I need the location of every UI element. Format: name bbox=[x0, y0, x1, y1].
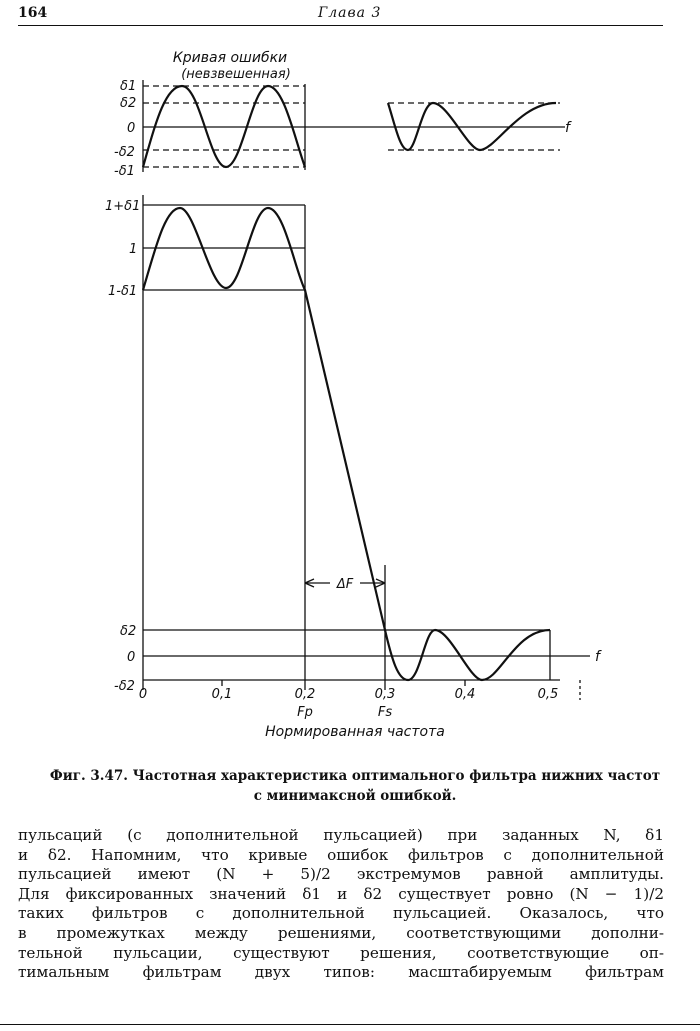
body-line: пульсаций (с дополнительной пульсацией) при заданных N, δ1 bbox=[18, 826, 664, 844]
body-line: и δ2. Напомним, что кривые ошибок фильтров с дополнительной bbox=[18, 845, 664, 864]
x-tick-label: 0,4 bbox=[454, 687, 476, 702]
body-line: Для фиксированных значений δ1 и δ2 существует ровно (N − 1)/2 bbox=[18, 884, 664, 903]
body-line: таких фильтров с дополнительной пульсацией. Оказалось, что bbox=[18, 904, 664, 923]
x-tick-label: 0,2 bbox=[294, 687, 316, 702]
main-y-label: -δ2 bbox=[114, 679, 135, 694]
caption-line: Фиг. 3.47. Частотная характеристика оптимального фильтра нижних частот bbox=[49, 768, 661, 784]
caption-line: с минимаксной ошибкой. bbox=[253, 788, 457, 804]
chapter-title: Глава 3 bbox=[318, 5, 382, 21]
x-axis-title: Нормированная частота bbox=[265, 724, 445, 740]
body-line: тельной пульсации, существуют решения, соответствующие оп- bbox=[18, 943, 664, 962]
error-y-label: 0 bbox=[127, 121, 136, 136]
body-line: пульсацией имеют (N + 5)/2 экстремумов равной амплитуды. bbox=[18, 865, 664, 884]
delta-f-label: ΔF bbox=[336, 577, 354, 592]
body-paragraph bbox=[18, 826, 664, 983]
error-y-label: δ2 bbox=[120, 96, 137, 111]
x-tick-label: 0,3 bbox=[374, 687, 396, 702]
body-line: тимальным фильтрам двух типов: масштабируемым фильтрам bbox=[18, 963, 664, 982]
body-line: в промежутках между решениями, соответствующими дополни- bbox=[18, 923, 664, 942]
x-tick-label: 0,1 bbox=[211, 687, 233, 702]
main-y-label: 1+δ1 bbox=[105, 199, 141, 214]
x-tick-label: 0 bbox=[138, 687, 148, 702]
main-y-label: 1 bbox=[129, 242, 138, 257]
main-y-label: 0 bbox=[127, 650, 136, 665]
error-title-line1: Кривая ошибки bbox=[172, 50, 288, 66]
figure-caption bbox=[35, 766, 675, 806]
x-tick-label: 0,5 bbox=[537, 687, 559, 702]
main-axis-var: f bbox=[595, 649, 600, 665]
error-y-label: -δ1 bbox=[114, 164, 135, 179]
error-axis-var: f bbox=[565, 120, 570, 136]
fs-label: Fs bbox=[377, 705, 393, 720]
main-y-label: 1-δ1 bbox=[108, 284, 138, 299]
page-number: 164 bbox=[18, 5, 48, 21]
page-bottom-rule bbox=[0, 1024, 700, 1025]
frequency-response-curve bbox=[143, 208, 550, 680]
error-title-line2: (невзвешенная) bbox=[181, 67, 291, 82]
main-y-label: δ2 bbox=[120, 624, 137, 639]
error-y-label: δ1 bbox=[120, 79, 137, 94]
fp-label: Fp bbox=[297, 705, 313, 720]
error-y-label: -δ2 bbox=[114, 145, 135, 160]
